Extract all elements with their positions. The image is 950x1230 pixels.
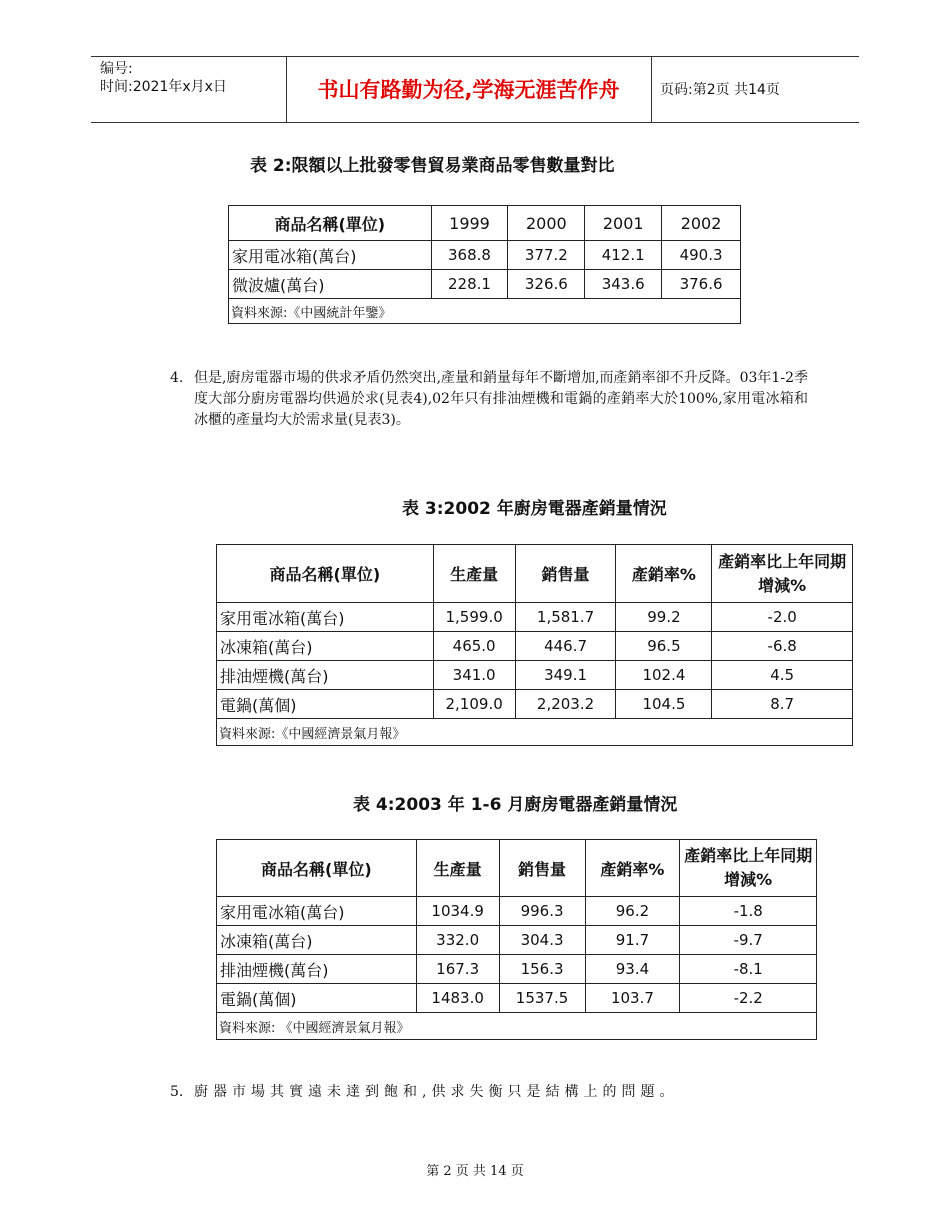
column-header: 產銷率比上年同期增減% bbox=[680, 840, 817, 897]
header-meta bbox=[100, 60, 227, 96]
header-page-label: 页码:第2页 共14页 bbox=[660, 82, 780, 98]
paragraph-number: 4. bbox=[170, 370, 184, 386]
column-header: 生產量 bbox=[416, 840, 499, 897]
column-header: 商品名稱(單位) bbox=[229, 206, 432, 241]
column-header: 1999 bbox=[431, 206, 508, 241]
paragraph-5 bbox=[170, 1082, 808, 1103]
column-header: 銷售量 bbox=[515, 545, 616, 603]
table-cell: 228.1 bbox=[431, 270, 508, 299]
table-cell: 家用電冰箱(萬台) bbox=[217, 897, 417, 926]
table-cell: 91.7 bbox=[585, 926, 680, 955]
table-cell: 341.0 bbox=[433, 661, 515, 690]
table-cell: 1,581.7 bbox=[515, 603, 616, 632]
table-cell: 368.8 bbox=[431, 241, 508, 270]
table-cell: 排油煙機(萬台) bbox=[217, 661, 434, 690]
table-source: 資料來源: 《中國經濟景氣月報》 bbox=[217, 1013, 817, 1040]
column-header: 2000 bbox=[508, 206, 585, 241]
table-cell: -8.1 bbox=[680, 955, 817, 984]
table3 bbox=[216, 544, 853, 746]
table-row bbox=[217, 632, 853, 661]
paragraph-number: 5. bbox=[170, 1084, 184, 1100]
table-row bbox=[217, 690, 853, 719]
table-cell: 996.3 bbox=[499, 897, 585, 926]
table-cell: 104.5 bbox=[616, 690, 712, 719]
table-cell: 4.5 bbox=[712, 661, 853, 690]
table-cell: 8.7 bbox=[712, 690, 853, 719]
table-cell: 1483.0 bbox=[416, 984, 499, 1013]
table-cell: 102.4 bbox=[616, 661, 712, 690]
paragraph-text: 廚器市場其實遠未達到飽和,供求失衡只是結構上的問題。 bbox=[194, 1084, 679, 1100]
page-footer: 第 2 页 共 14 页 bbox=[426, 1164, 524, 1179]
table3-caption: 表 3:2002 年廚房電器產銷量情況 bbox=[402, 499, 667, 519]
table-cell: 冰凍箱(萬台) bbox=[217, 926, 417, 955]
table-cell: 冰凍箱(萬台) bbox=[217, 632, 434, 661]
column-header: 2002 bbox=[662, 206, 741, 241]
header-motto: 书山有路勤为径,学海无涯苦作舟 bbox=[317, 78, 620, 102]
table-header-row bbox=[229, 206, 741, 241]
table-cell: 電鍋(萬個) bbox=[217, 690, 434, 719]
table-cell: 377.2 bbox=[508, 241, 585, 270]
table-cell: 99.2 bbox=[616, 603, 712, 632]
column-header: 產銷率比上年同期增減% bbox=[712, 545, 853, 603]
table-cell: -6.8 bbox=[712, 632, 853, 661]
table-row bbox=[229, 270, 741, 299]
table-cell: 332.0 bbox=[416, 926, 499, 955]
table-cell: 1034.9 bbox=[416, 897, 499, 926]
table-header-row bbox=[217, 545, 853, 603]
paragraph-4 bbox=[170, 368, 808, 431]
table-row bbox=[217, 661, 853, 690]
column-header: 商品名稱(單位) bbox=[217, 545, 434, 603]
column-header: 銷售量 bbox=[499, 840, 585, 897]
table-header-row bbox=[217, 840, 817, 897]
table-cell: 微波爐(萬台) bbox=[229, 270, 432, 299]
column-header: 產銷率% bbox=[585, 840, 680, 897]
table-cell: -1.8 bbox=[680, 897, 817, 926]
table-source-row bbox=[229, 299, 741, 324]
table-row bbox=[217, 897, 817, 926]
table-cell: 304.3 bbox=[499, 926, 585, 955]
table-cell: 465.0 bbox=[433, 632, 515, 661]
table-cell: 96.5 bbox=[616, 632, 712, 661]
table-cell: 343.6 bbox=[585, 270, 662, 299]
table-row bbox=[217, 984, 817, 1013]
table-source: 資料來源:《中國經濟景氣月報》 bbox=[217, 719, 853, 746]
table-source-row bbox=[217, 1013, 817, 1040]
table-cell: 2,109.0 bbox=[433, 690, 515, 719]
table-cell: 103.7 bbox=[585, 984, 680, 1013]
table-cell: 167.3 bbox=[416, 955, 499, 984]
table-cell: 376.6 bbox=[662, 270, 741, 299]
table-cell: 490.3 bbox=[662, 241, 741, 270]
table-cell: 93.4 bbox=[585, 955, 680, 984]
table-row bbox=[217, 603, 853, 632]
table-cell: -9.7 bbox=[680, 926, 817, 955]
table-source: 資料來源:《中國統計年鑒》 bbox=[229, 299, 741, 324]
table-cell: 家用電冰箱(萬台) bbox=[229, 241, 432, 270]
table-cell: -2.0 bbox=[712, 603, 853, 632]
table-cell: 326.6 bbox=[508, 270, 585, 299]
table-cell: -2.2 bbox=[680, 984, 817, 1013]
column-header: 產銷率% bbox=[616, 545, 712, 603]
table-row bbox=[217, 955, 817, 984]
table2-caption: 表 2:限額以上批發零售貿易業商品零售數量對比 bbox=[250, 156, 615, 176]
table-cell: 1,599.0 bbox=[433, 603, 515, 632]
table-cell: 96.2 bbox=[585, 897, 680, 926]
table-cell: 2,203.2 bbox=[515, 690, 616, 719]
table-cell: 家用電冰箱(萬台) bbox=[217, 603, 434, 632]
table-source-row bbox=[217, 719, 853, 746]
document-time-label: 时间:2021年x月x日 bbox=[100, 79, 227, 95]
column-header: 生產量 bbox=[433, 545, 515, 603]
table-cell: 排油煙機(萬台) bbox=[217, 955, 417, 984]
table-cell: 412.1 bbox=[585, 241, 662, 270]
paragraph-text: 但是,廚房電器市場的供求矛盾仍然突出,產量和銷量每年不斷增加,而產銷率卻不升反降。03年1-2季度大部分廚房電器均供過於求(見表4),02年只有排油煙機和電鍋的產銷率大於100%,家用電冰箱和冰櫃的產量均大於需求量(見表3)。 bbox=[194, 370, 808, 428]
table-row bbox=[229, 241, 741, 270]
table-row bbox=[217, 926, 817, 955]
column-header: 2001 bbox=[585, 206, 662, 241]
table2 bbox=[228, 205, 741, 324]
table4-caption: 表 4:2003 年 1-6 月廚房電器產銷量情況 bbox=[353, 795, 678, 815]
header-bottom-rule bbox=[91, 122, 859, 123]
table4 bbox=[216, 839, 817, 1040]
table-cell: 349.1 bbox=[515, 661, 616, 690]
table-cell: 156.3 bbox=[499, 955, 585, 984]
table-cell: 1537.5 bbox=[499, 984, 585, 1013]
column-header: 商品名稱(單位) bbox=[217, 840, 417, 897]
table-cell: 電鍋(萬個) bbox=[217, 984, 417, 1013]
table-cell: 446.7 bbox=[515, 632, 616, 661]
document-number-label: 编号: bbox=[100, 61, 133, 77]
